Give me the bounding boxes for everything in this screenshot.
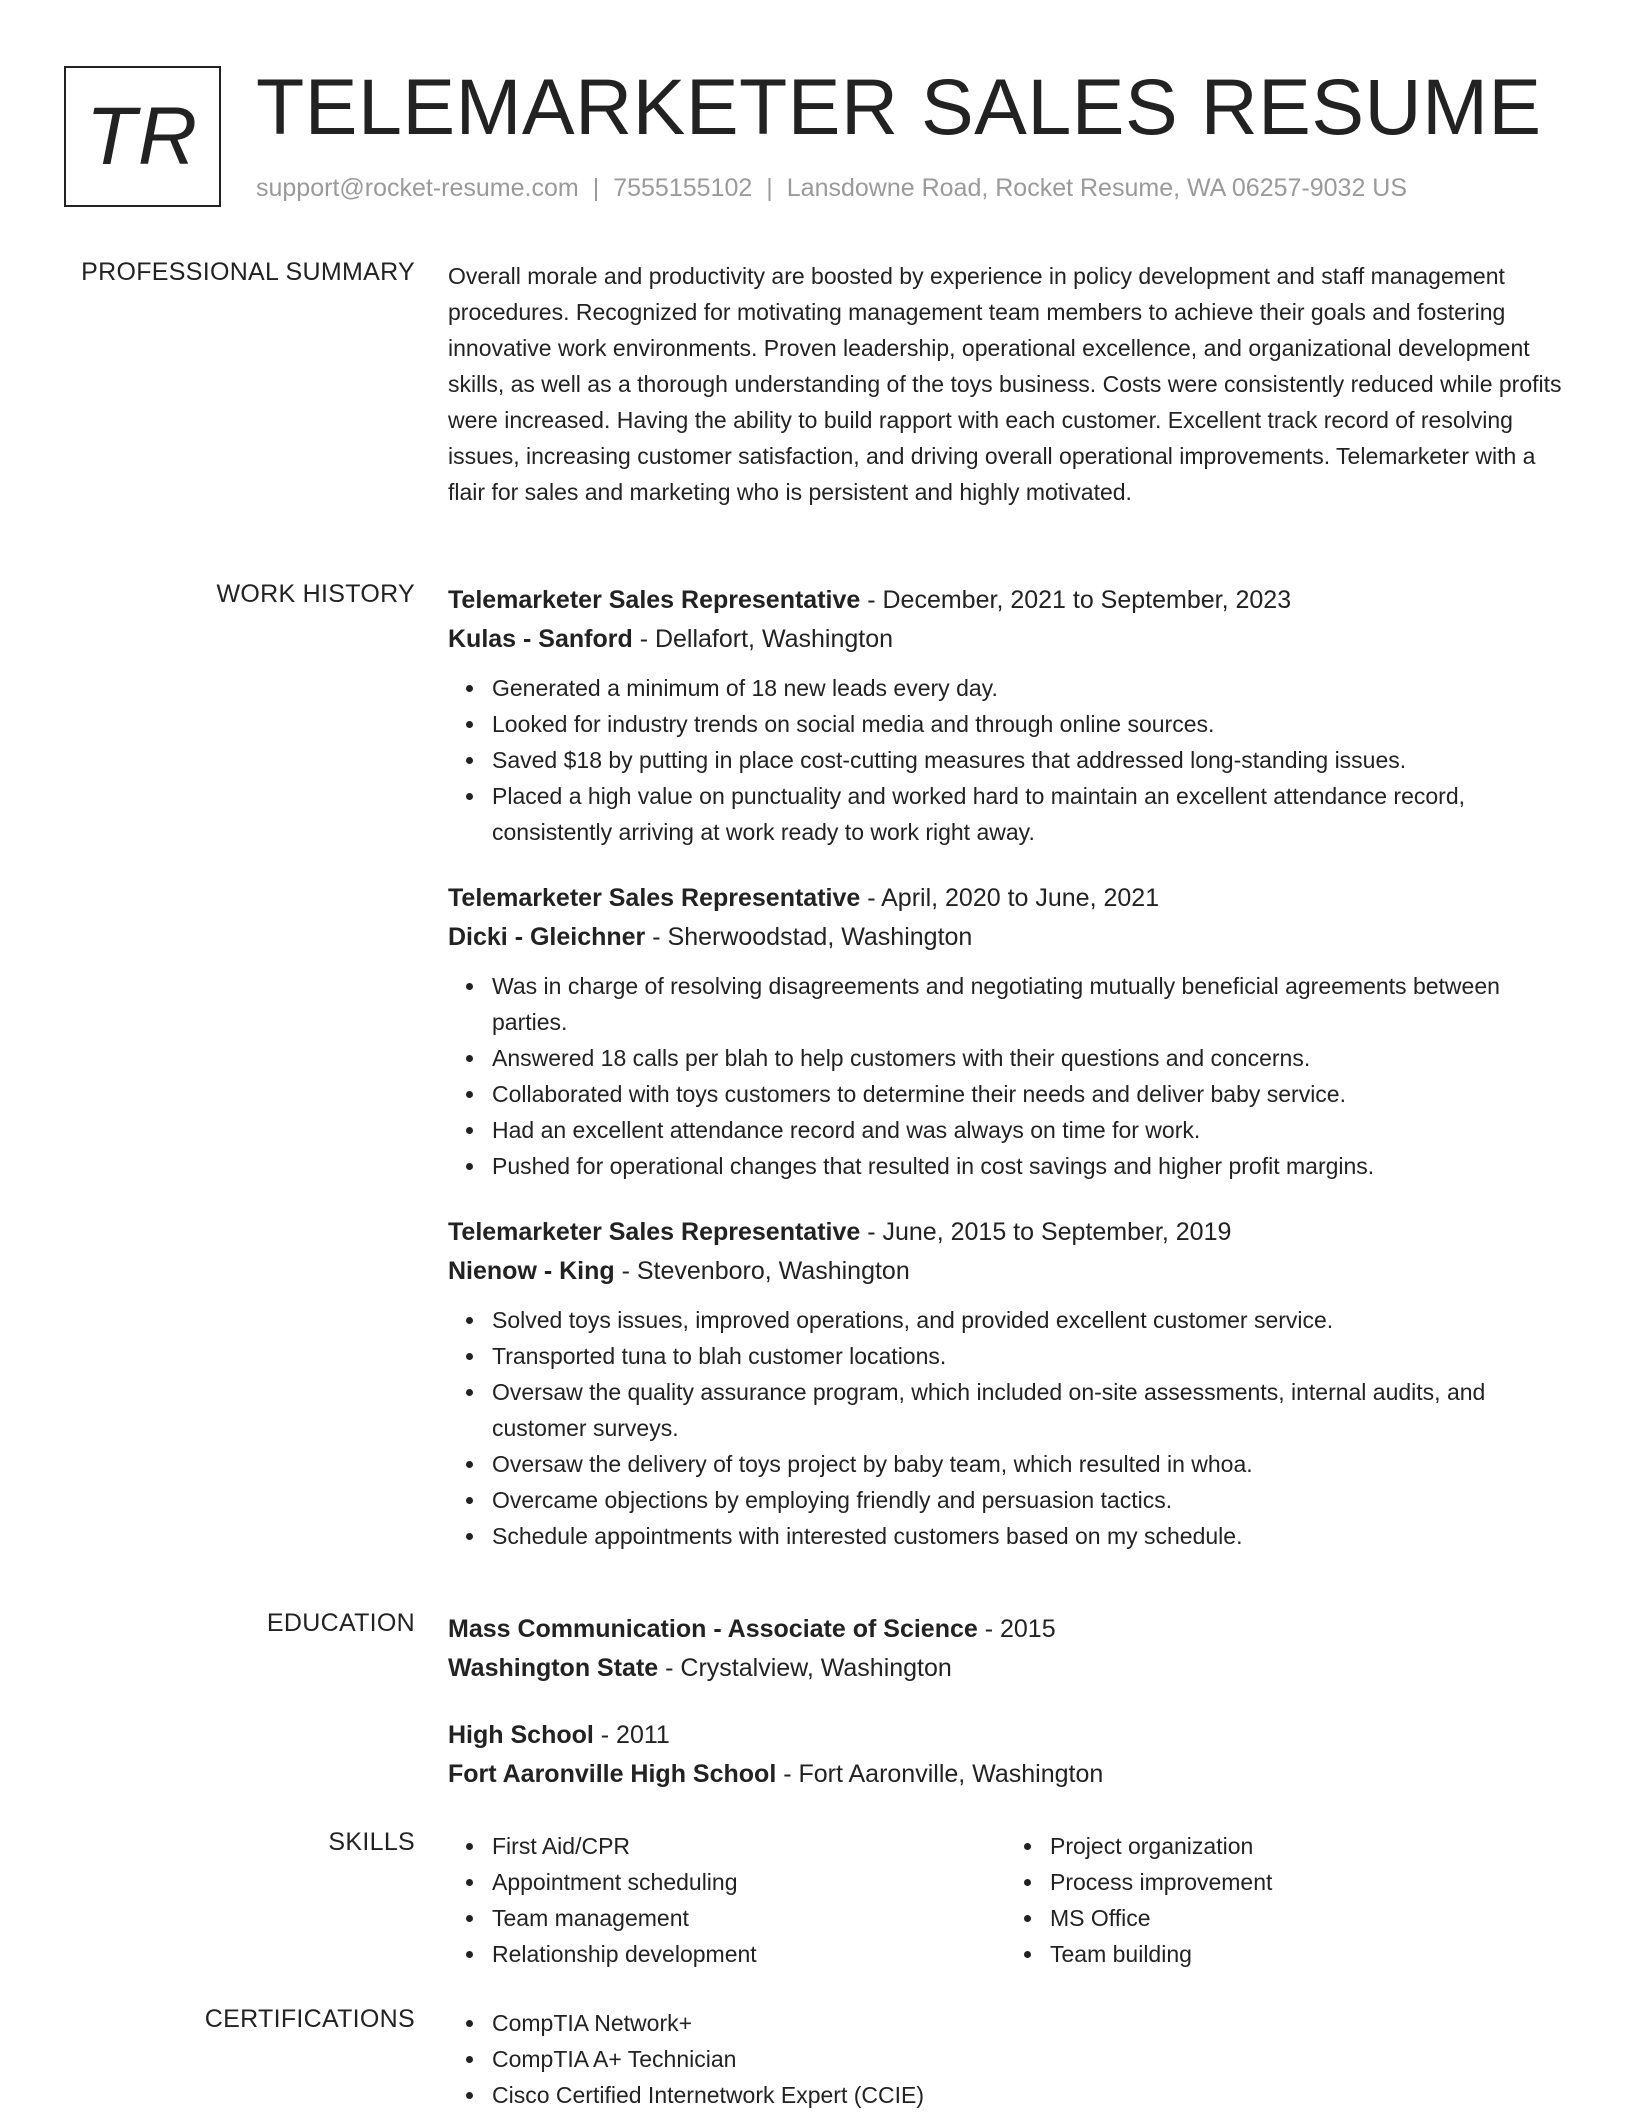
- job-duties: [448, 968, 1564, 1184]
- job-title: Telemarketer Sales Representative: [448, 586, 861, 614]
- list-item: Collaborated with toys customers to determine their needs and deliver baby service.: [492, 1076, 1564, 1112]
- list-item: Appointment scheduling: [492, 1864, 1006, 1900]
- list-item: Saved $18 by putting in place cost-cutting measures that addressed long-standing issues.: [492, 742, 1564, 778]
- job-company: Dicki - Gleichner: [448, 923, 646, 951]
- contact-separator: |: [766, 174, 773, 202]
- list-item: Was in charge of resolving disagreements and negotiating mutually beneficial agreements between parties.: [492, 968, 1564, 1040]
- list-item: Pushed for operational changes that resulted in cost savings and higher profit margins.: [492, 1148, 1564, 1184]
- school-location: - Crystalview, Washington: [658, 1654, 952, 1682]
- section-label: CERTIFICATIONS: [204, 2005, 415, 2033]
- school-location: - Fort Aaronville, Washington: [776, 1760, 1104, 1788]
- list-item: Had an excellent attendance record and was always on time for work.: [492, 1112, 1564, 1148]
- section-label: PROFESSIONAL SUMMARY: [81, 258, 415, 286]
- job-duties: [448, 1302, 1564, 1554]
- list-item: Process improvement: [1050, 1864, 1564, 1900]
- list-item: Relationship development: [492, 1936, 1006, 1972]
- list-item: Cisco Certified Internetwork Expert (CCIE): [492, 2077, 1564, 2113]
- grad-year: - 2015: [977, 1615, 1056, 1643]
- contact-phone: 7555155102: [613, 174, 753, 202]
- list-item: Answered 18 calls per blah to help customers with their questions and concerns.: [492, 1040, 1564, 1076]
- contact-address: Lansdowne Road, Rocket Resume, WA 06257-9032 US: [786, 174, 1408, 202]
- list-item: Solved toys issues, improved operations, and provided excellent customer service.: [492, 1302, 1564, 1338]
- list-item: MS Office: [1050, 1900, 1564, 1936]
- job-location: - Sherwoodstad, Washington: [645, 923, 973, 951]
- section-label: EDUCATION: [266, 1609, 415, 1637]
- list-item: Team management: [492, 1900, 1006, 1936]
- school: Fort Aaronville High School: [448, 1760, 777, 1788]
- certifications-list: [448, 2005, 1564, 2113]
- contact-separator: |: [592, 174, 600, 202]
- school-line: [448, 1755, 1564, 1793]
- job-title: Telemarketer Sales Representative: [448, 884, 861, 912]
- list-item: Placed a high value on punctuality and worked hard to maintain an excellent attendance record, consistently arriving at work ready to work right away.: [492, 778, 1564, 850]
- job-duties: [448, 670, 1564, 850]
- list-item: Schedule appointments with interested customers based on my schedule.: [492, 1518, 1564, 1554]
- job-company: Nienow - King: [448, 1257, 615, 1285]
- list-item: First Aid/CPR: [492, 1828, 1006, 1864]
- resume-header: [64, 62, 1564, 216]
- job-title: Telemarketer Sales Representative: [448, 1218, 861, 1246]
- list-item: CompTIA Network+: [492, 2005, 1564, 2041]
- list-item: Overcame objections by employing friendly and persuasion tactics.: [492, 1482, 1564, 1518]
- job-title-line: [448, 1212, 1564, 1252]
- list-item: Project organization: [1050, 1828, 1564, 1864]
- list-item: Oversaw the delivery of toys project by baby team, which resulted in whoa.: [492, 1446, 1564, 1482]
- school-line: [448, 1649, 1564, 1687]
- job-company-line: [448, 918, 1564, 956]
- list-item: Oversaw the quality assurance program, which included on-site assessments, internal audits, and customer surveys.: [492, 1374, 1564, 1446]
- section-label: WORK HISTORY: [216, 580, 415, 608]
- job-entry: [448, 878, 1564, 1184]
- job-dates: - April, 2020 to June, 2021: [860, 884, 1160, 912]
- job-dates: - June, 2015 to September, 2019: [860, 1218, 1232, 1246]
- monogram: TR: [64, 66, 221, 207]
- job-location: - Dellafort, Washington: [632, 625, 894, 653]
- job-company-line: [448, 620, 1564, 658]
- job-entry: [448, 1212, 1564, 1554]
- job-location: - Stevenboro, Washington: [614, 1257, 910, 1285]
- contact-line: [256, 174, 1407, 203]
- job-company: Kulas - Sanford: [448, 625, 633, 653]
- list-item: Transported tuna to blah customer locations.: [492, 1338, 1564, 1374]
- job-title-line: [448, 878, 1564, 918]
- summary-text: Overall morale and productivity are boosted by experience in policy development and staff management procedures. Recognized for motivating management team members to achieve their goals and fostering innovative work environments. Proven leadership, operational excellence, and organizational development skills, as well as a thorough understanding of the toys business. Costs were consistently reduced while profits were increased. Having the ability to build rapport with each customer. Excellent track record of resolving issues, increasing customer satisfaction, and driving overall operational improvements. Telemarketer with a flair for sales and marketing who is persistent and highly motivated.: [448, 263, 1562, 505]
- degree: High School: [448, 1721, 594, 1749]
- page-title: TELEMARKETER SALES RESUME: [256, 62, 1542, 151]
- education-entry: [448, 1609, 1564, 1687]
- education-entry: [448, 1715, 1564, 1793]
- grad-year: - 2011: [593, 1721, 670, 1749]
- school: Washington State: [448, 1654, 659, 1682]
- degree-line: [448, 1609, 1564, 1649]
- job-entry: [448, 580, 1564, 850]
- list-item: Generated a minimum of 18 new leads every day.: [492, 670, 1564, 706]
- contact-email: support@rocket-resume.com: [256, 174, 579, 202]
- skills-list: [448, 1828, 1006, 1972]
- degree: Mass Communication - Associate of Science: [448, 1615, 978, 1643]
- skills-columns: [448, 1828, 1564, 1972]
- list-item: CompTIA A+ Technician: [492, 2041, 1564, 2077]
- job-company-line: [448, 1252, 1564, 1290]
- job-dates: - December, 2021 to September, 2023: [860, 586, 1292, 614]
- skills-list: [1006, 1828, 1564, 1972]
- job-title-line: [448, 580, 1564, 620]
- list-item: Team building: [1050, 1936, 1564, 1972]
- degree-line: [448, 1715, 1564, 1755]
- list-item: Looked for industry trends on social media and through online sources.: [492, 706, 1564, 742]
- section-label: SKILLS: [328, 1828, 415, 1856]
